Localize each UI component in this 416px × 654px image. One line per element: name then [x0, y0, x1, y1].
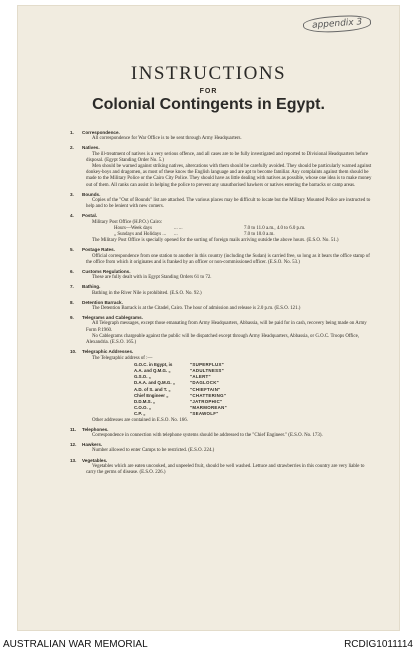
section-number: 1. — [70, 130, 74, 135]
section — [70, 349, 375, 423]
office-name: C.O.O. „ — [134, 405, 152, 411]
footer — [0, 636, 416, 654]
section — [70, 145, 375, 188]
hours-label: „ Sundays and Holidays ... — [114, 232, 167, 238]
section — [70, 457, 375, 477]
telegraphic-code: "ALERT" — [190, 374, 211, 380]
telegraphic-code: "CHATTERING" — [190, 392, 227, 398]
office-name: A.D. of S. and T. „ — [134, 386, 171, 392]
section — [70, 299, 375, 312]
section — [70, 315, 375, 346]
section-title: Telephones. — [82, 426, 109, 432]
section-number: 2. — [70, 145, 74, 151]
section-number: 7. — [70, 284, 74, 290]
section-number: 4. — [70, 213, 74, 219]
section-title: Bounds. — [82, 191, 101, 197]
section-paragraph: Vegetables which are eaten uncooked, and unpeeled fruit, should be well washed. Lettuce and strawberries in this country are very liable to carry the germs of disease. (E.S.O. 226.) — [86, 463, 365, 475]
section-number: 13. — [70, 457, 77, 463]
hours-time: 7.0 to 10.0 a.m. — [244, 232, 275, 238]
telegraphic-code: "MARMOREAN" — [190, 405, 227, 411]
office-name: G.O.C. in Egypt, is — [134, 361, 173, 367]
section-paragraph: These are fully dealt with in Egypt Standing Orders 61 to 72. — [92, 275, 212, 281]
section-title: Hawkers. — [82, 442, 103, 448]
section-title: Vegetables. — [82, 457, 108, 463]
section-title: Postal. — [82, 213, 98, 219]
section-title: Natives. — [82, 145, 100, 151]
section-number: 5. — [70, 247, 74, 253]
section-title: Telegrams and Cablegrams. — [82, 315, 143, 321]
telegraphic-address-list — [134, 362, 375, 418]
section — [70, 191, 375, 211]
telegraphic-code: "SEAWOLF" — [190, 411, 219, 417]
handwritten-note: appendix 3 — [302, 14, 371, 35]
section-paragraph: No Cablegrams chargeable against the public will be dispatched except through Army Headquarters, Abbassia, or G.O.C. Troops Office, Alexandria. (E.S.O. 165.) — [86, 333, 359, 346]
section-title: Detention Barrack. — [82, 299, 123, 305]
section-paragraph: The Detention Barrack is at the Citadel, Cairo. The hour of admission and release is 2.0 p.m. (E.S.O. 121.) — [92, 306, 301, 312]
section-number: 6. — [70, 269, 74, 275]
section-paragraph: Military Post Office (H.P.O.) Cairo: — [92, 219, 163, 225]
instructions-body — [70, 130, 375, 479]
telegraphic-code: "ADULTNESS" — [190, 367, 224, 373]
title-instructions: INSTRUCTIONS — [130, 63, 287, 84]
telegraphic-code: "CHIEFTAIN" — [190, 386, 221, 392]
section-paragraph: The ill-treatment of natives is a very serious offence, and all cases are to be fully investigated and reported to Divisional Headquarters before disposal. (Egypt Standing Order No. 5.) — [86, 151, 368, 163]
title-for: FOR — [199, 88, 218, 95]
office-name: A.A. and Q.M.G. „ — [134, 367, 171, 373]
section-number: 3. — [70, 191, 74, 197]
title-main: Colonial Contingents in Egypt. — [92, 96, 325, 113]
section — [70, 269, 375, 281]
section-title: Correspondence. — [82, 130, 120, 135]
section-paragraph: Bathing in the River Nile is prohibited. (E.S.O. No. 92.) — [92, 290, 202, 296]
hours-time: 7.0 to 11.0 a.m., 4.0 to 6.0 p.m. — [244, 225, 306, 231]
section — [70, 426, 375, 439]
hours-label: Hours—Week days — [114, 225, 153, 231]
postal-note: The Military Post Office is specially opened for the sorting of foreign mails arriving outside the above hours. (E.S.O. No. 51.) — [92, 238, 339, 244]
section-paragraph: The Telegraphic address of :— — [92, 355, 153, 361]
section-paragraph: Correspondence in connection with telephone systems should be addressed to the "Chief Engineer." (E.S.O. No. 173). — [92, 432, 323, 438]
hours-dots: ... — [174, 232, 178, 238]
section — [70, 442, 375, 454]
section — [70, 213, 375, 244]
section-title: Postage Rates. — [82, 247, 115, 253]
telegraphic-code: "DAGLOCK" — [190, 380, 220, 386]
section-title: Telegraphic Addresses. — [82, 349, 134, 355]
section-paragraph: All Telegraph messages, except those emanating from Army Headquarters, Abbassia, will be paid for in cash, recovery being made on Army Form P.1960. — [86, 321, 367, 333]
section-paragraph: Number allowed to enter Camps to be restricted. (E.S.O. 224.) — [92, 448, 215, 454]
section-number: 11. — [70, 426, 77, 432]
section-number: 8. — [70, 299, 74, 305]
section-title: Bathing. — [82, 284, 101, 290]
section — [70, 247, 375, 266]
office-name: D.A.A. and Q.M.G. „ — [134, 380, 175, 386]
office-name: Chief Engineer „ — [134, 392, 169, 398]
telegraphic-code: "SUPERFLUX" — [190, 361, 225, 367]
section — [70, 284, 375, 296]
section-paragraph: Copies of the "Out of Bounds" list are attached. The various places may be difficult to locate but the Military Mounted Police are instructed to help and to be lenient with new comers. — [86, 198, 371, 210]
office-name: C.P. „ — [134, 411, 146, 417]
section-paragraph: All correspondence for War Office is to be sent through Army Headquarters. — [92, 136, 242, 142]
section-paragraph: Men should be warned against striking natives, altercations with them should be carefully avoided. They should be particularly warned against donkey-boys and dragomen, as most of these know the English language and are apt to become familiar. Any complaints against them should be made to the Military Police or the Cairo City Police. They should have as little dealing with natives as possible, whose one idea is to make money out of them. All ranks can assist in helping the police to prevent any unauthorised hawkers or natives entering the barracks or camp areas. — [86, 164, 372, 188]
document-page — [18, 6, 399, 630]
hours-dots: ... ... — [174, 225, 183, 231]
section-paragraph: Official correspondence from one station to another in this country (including the Sudan) is carried free, so long as it bears the office stamp of the office from which it originates and is franked by an officer or non-commissioned officer. (E.S.O. No. 53.) — [86, 253, 370, 265]
footer-source: AUSTRALIAN WAR MEMORIAL — [3, 639, 148, 650]
section-title: Customs Regulations. — [82, 269, 131, 275]
section-number: 12. — [70, 442, 77, 448]
section-number: 10. — [70, 349, 77, 355]
telegraphic-note: Other addresses are contained in E.S.O. No. 166. — [92, 417, 188, 423]
section-number: 9. — [70, 315, 74, 321]
footer-id: RCDIG1011114 — [344, 639, 413, 650]
office-name: D.D.M.S. „ — [134, 398, 156, 404]
office-name: G.S.O. „ — [134, 374, 151, 380]
telegraphic-code: "JATROPHIC" — [190, 398, 223, 404]
section — [70, 130, 375, 142]
